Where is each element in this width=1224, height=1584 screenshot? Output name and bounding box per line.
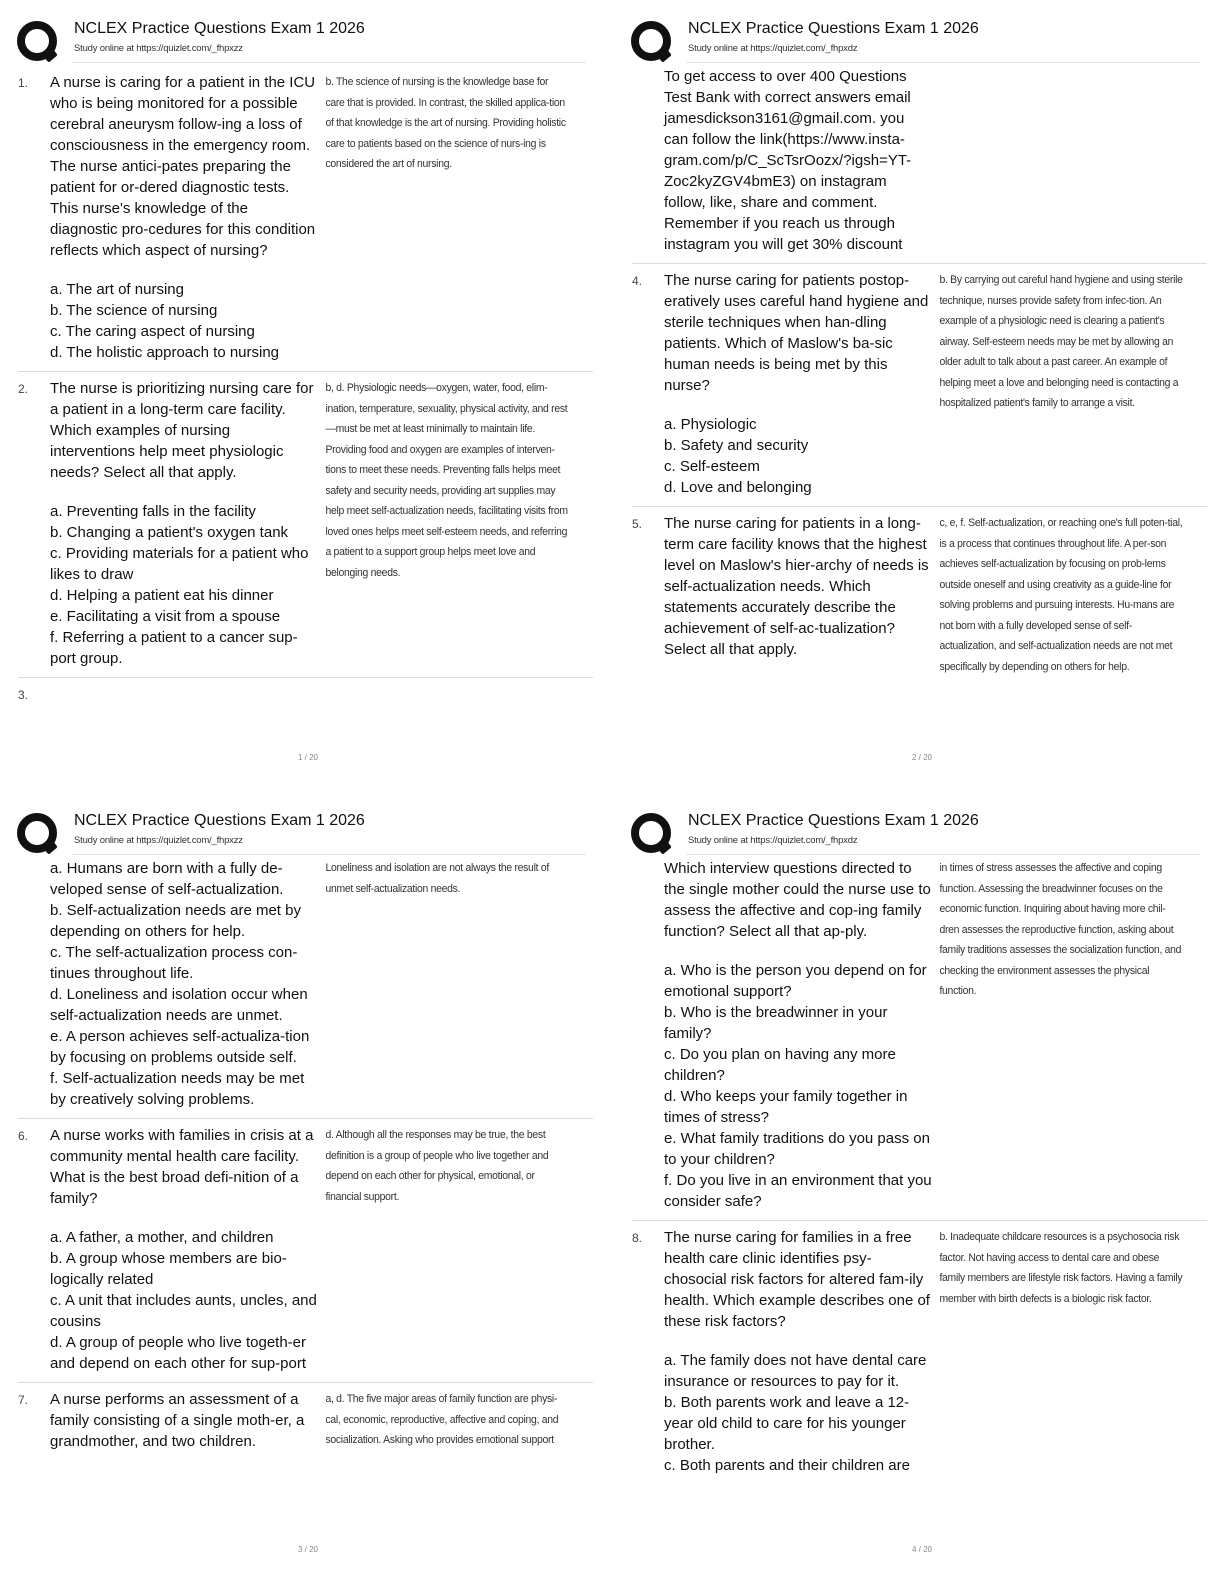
- options-list: [664, 414, 932, 498]
- question-text: The nurse caring for patients postop-eratively uses careful hand hygiene and sterile techniques when han-dling patients. Which of Maslow's ba-sic human needs is being met by this nurse?: [664, 272, 929, 394]
- question-text: The nurse is prioritizing nursing care for a patient in a long-term care facility. Which examples of nursing interventions help meet physiologic needs? Select all that apply.: [50, 380, 314, 481]
- option: b. Who is the breadwinner in your family?: [664, 1004, 888, 1042]
- answer-text: b, d. Physiologic needs—oxygen, water, food, elim-ination, temperature, sexuality, physical activity, and rest—must be met at least minimally to maintain life. Providing food and oxygen are examples of interven-tions to meet these needs. Preventing falls helps meet safety and security needs, providing art supplies may help meet self-actualization needs, facilitating visits from loved ones helps meet self-esteem needs, and referring a patient to a support group helps meet love and belonging needs.: [325, 382, 568, 579]
- option: d. A group of people who live togeth-er and depend on each other for sup-port: [50, 1334, 307, 1372]
- question-text: The nurse caring for patients in a long-term care facility knows that the highest level on Maslow's hier-archy of needs is self-actualization needs. Which statements accurately describe the achievement of self-ac-tualization? Select all that apply.: [664, 515, 929, 658]
- question-text: The nurse caring for families in a free health care clinic identifies psy-chosocial risk factors for altered fam-ily health. Which example describes one of these risk factors?: [664, 1229, 930, 1330]
- promo-text: To get access to over 400 Questions Test Bank with correct answers email jamesdickson3161@gmail.com. you can follow the link(https://www.insta-gram.com/p/C_ScTsrOozx/?igsh=YT-Zoc2kyZGV4bmE3) on instagram follow, like, share and comment. Remember if you reach us through instagram you will get 30% discount: [664, 68, 912, 253]
- question-row: [632, 858, 1207, 1221]
- study-online-link[interactable]: Study online at https://quizlet.com/_fhpxzz: [74, 43, 243, 54]
- option: c. The self-actualization process con-tinues throughout life.: [50, 944, 298, 982]
- option: c. A unit that includes aunts, uncles, and cousins: [50, 1292, 317, 1330]
- option: e. A person achieves self-actualiza-tion by focusing on problems outside self.: [50, 1028, 310, 1066]
- option: f. Do you live in an environment that you consider safe?: [664, 1172, 932, 1210]
- quizlet-logo-icon: [16, 812, 60, 856]
- options-list: [50, 858, 318, 1110]
- option: a. Humans are born with a fully de-veloped sense of self-actualization.: [50, 860, 284, 898]
- page-number: 1 / 20: [297, 753, 318, 762]
- option: f. Self-actualization needs may be met by creatively solving problems.: [50, 1070, 305, 1108]
- document-title: NCLEX Practice Questions Exam 1 2026: [74, 812, 365, 829]
- question-text: Which interview questions directed to the single mother could the nurse use to assess the affective and cop-ing family function? Select all that ap-ply.: [664, 860, 931, 940]
- question-row: [632, 1221, 1207, 1484]
- option: a. Who is the person you depend on for emotional support?: [664, 962, 927, 1000]
- option: c. Both parents and their children are: [664, 1457, 910, 1474]
- page-number: 2 / 20: [911, 753, 932, 762]
- question-number: 4.: [632, 274, 643, 288]
- options-list: [50, 1227, 318, 1374]
- option: a. The family does not have dental care insurance or resources to pay for it.: [664, 1352, 927, 1390]
- question-row: [18, 678, 593, 710]
- option: b. Safety and security: [664, 437, 809, 454]
- option: a. Physiologic: [664, 416, 757, 433]
- answer-text: Loneliness and isolation are not always the result of unmet self-actualization needs.: [325, 862, 549, 895]
- options-list: [664, 960, 932, 1212]
- document-title: NCLEX Practice Questions Exam 1 2026: [74, 20, 365, 37]
- question-text: A nurse performs an assessment of a family consisting of a single moth-er, a grandmother, and two children.: [50, 1391, 305, 1450]
- option: d. Love and belonging: [664, 479, 812, 496]
- page-header: [16, 810, 586, 858]
- study-online-link[interactable]: Study online at https://quizlet.com/_fhpxzz: [74, 835, 243, 846]
- question-row: [632, 507, 1207, 685]
- page-header: [16, 18, 586, 66]
- promo-row: [632, 66, 1207, 264]
- option: c. Providing materials for a patient who likes to draw: [50, 545, 309, 583]
- question-number: 1.: [18, 76, 29, 90]
- question-row: [18, 1383, 593, 1460]
- header-divider: [686, 62, 1200, 63]
- option: b. Changing a patient's oxygen tank: [50, 524, 289, 541]
- question-row: [18, 66, 593, 372]
- answer-text: a, d. The five major areas of family function are physi-cal, economic, reproductive, affective and coping, and socialization. Asking who provides emotional support: [325, 1393, 559, 1446]
- question-text: A nurse is caring for a patient in the ICU who is being monitored for a possible cerebral aneurysm follow-ing a loss of consciousness in the emergency room. The nurse antici-pates preparing the patient for or-dered diagnostic tests. This nurse's knowledge of the diagnostic pro-cedures for this condition reflects which aspect of nursing?: [50, 74, 316, 259]
- option: b. Both parents work and leave a 12-year old child to care for his younger brother.: [664, 1394, 910, 1453]
- question-number: 3.: [18, 688, 29, 702]
- question-text: A nurse works with families in crisis at a community mental health care facility. What is the best broad defi-nition of a family?: [50, 1127, 314, 1207]
- option: b. Self-actualization needs are met by depending on others for help.: [50, 902, 301, 940]
- option: b. A group whose members are bio-logically related: [50, 1250, 287, 1288]
- answer-text: b. The science of nursing is the knowledge base for care that is provided. In contrast, the skilled applica-tion of that knowledge is the art of nursing. Providing holistic care to patients based on the science of nurs-ing is considered the art of nursing.: [325, 76, 566, 170]
- page-header: [630, 18, 1200, 66]
- options-list: [50, 279, 318, 363]
- page-3: [8, 802, 608, 1582]
- question-number: 5.: [632, 517, 643, 531]
- study-online-link[interactable]: Study online at https://quizlet.com/_fhpxdz: [688, 43, 858, 54]
- option: d. Who keeps your family together in times of stress?: [664, 1088, 908, 1126]
- answer-text: b. Inadequate childcare resources is a psychosocia risk factor. Not having access to dental care and obese family members are lifestyle risk factors. Having a family member with birth defects is a biologic risk factor.: [939, 1231, 1183, 1305]
- options-list: [50, 501, 318, 669]
- document-title: NCLEX Practice Questions Exam 1 2026: [688, 20, 979, 37]
- question-number: 2.: [18, 382, 29, 396]
- document-title: NCLEX Practice Questions Exam 1 2026: [688, 812, 979, 829]
- option: a. Preventing falls in the facility: [50, 503, 256, 520]
- question-row: [18, 1119, 593, 1383]
- question-row: [632, 264, 1207, 507]
- answer-text: b. By carrying out careful hand hygiene and using sterile technique, nurses provide safety from infec-tion. An example of a physiologic need is clearing a patient's airway. Self-esteem needs may be met by allowing an older adult to talk about a past career. An example of helping meet a love and belonging need is contacting a hospitalized patient's family to arrange a visit.: [939, 274, 1183, 409]
- option: a. The art of nursing: [50, 281, 184, 298]
- option: e. Facilitating a visit from a spouse: [50, 608, 281, 625]
- option: d. Helping a patient eat his dinner: [50, 587, 274, 604]
- question-row: [18, 858, 593, 1119]
- answer-text: d. Although all the responses may be true, the best definition is a group of people who live together and depend on each other for physical, emotional, or financial support.: [325, 1129, 549, 1203]
- page-number: 3 / 20: [297, 1545, 318, 1554]
- quizlet-logo-icon: [630, 20, 674, 64]
- header-divider: [72, 62, 586, 63]
- question-row: [18, 372, 593, 678]
- option: c. Do you plan on having any more children?: [664, 1046, 896, 1084]
- answer-text: c, e, f. Self-actualization, or reaching one's full poten-tial, is a process that continues throughout life. A per-son achieves self-actualization by focusing on prob-lems outside oneself and using creativity as a guide-line for solving problems and pursuing interests. Hu-mans are not born with a fully developed sense of self-actualization, and self-actualization needs are not met specifically by depending on others for help.: [939, 517, 1183, 673]
- study-online-link[interactable]: Study online at https://quizlet.com/_fhpxdz: [688, 835, 858, 846]
- page-1: [8, 10, 608, 790]
- page-header: [630, 810, 1200, 858]
- page-4: [622, 802, 1222, 1582]
- options-list: [664, 1350, 932, 1476]
- page-2: [622, 10, 1222, 790]
- page-number: 4 / 20: [911, 1545, 932, 1554]
- option: d. Loneliness and isolation occur when self-actualization needs are unmet.: [50, 986, 308, 1024]
- question-number: 6.: [18, 1129, 29, 1143]
- header-divider: [686, 854, 1200, 855]
- quizlet-logo-icon: [630, 812, 674, 856]
- quizlet-logo-icon: [16, 20, 60, 64]
- option: e. What family traditions do you pass on to your children?: [664, 1130, 930, 1168]
- question-number: 7.: [18, 1393, 29, 1407]
- option: d. The holistic approach to nursing: [50, 344, 280, 361]
- answer-text: in times of stress assesses the affective and coping function. Assessing the breadwinner focuses on the economic function. Inquiring about having more chil-dren assesses the reproductive function, asking about family traditions assesses the socialization function, and checking the environment assesses the physical function.: [939, 862, 1182, 997]
- question-number: 8.: [632, 1231, 643, 1245]
- option: c. The caring aspect of nursing: [50, 323, 255, 340]
- option: b. The science of nursing: [50, 302, 218, 319]
- option: a. A father, a mother, and children: [50, 1229, 274, 1246]
- header-divider: [72, 854, 586, 855]
- option: f. Referring a patient to a cancer sup-port group.: [50, 629, 298, 667]
- option: c. Self-esteem: [664, 458, 760, 475]
